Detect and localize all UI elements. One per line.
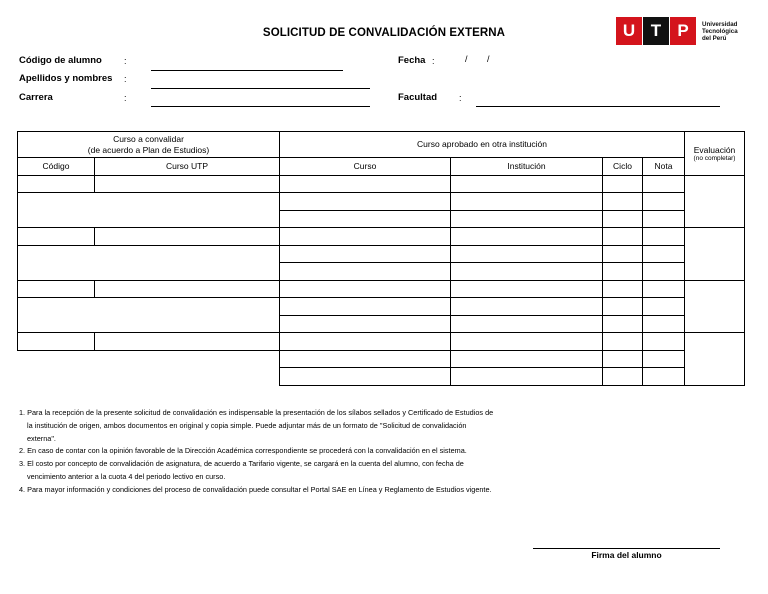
codigo-cell[interactable] xyxy=(18,228,95,246)
evaluacion-title: Evaluación xyxy=(693,144,736,155)
date-slash: / xyxy=(487,54,490,64)
note-1-cont: la institución de origen, ambos documentos en original y copia simple. Puede adjuntar más de un formato de "Solicitud de convalidación xyxy=(27,420,467,430)
apellidos-field[interactable] xyxy=(151,88,370,89)
note-4: 4. Para mayor información y condiciones del proceso de convalidación puede consultar el Portal SAE en Línea y Reglamento de Estudios vigente. xyxy=(19,484,492,494)
facultad-field[interactable] xyxy=(476,106,720,107)
document-title: SOLICITUD DE CONVALIDACIÓN EXTERNA xyxy=(262,27,506,39)
logo-letter-u: U xyxy=(616,17,642,45)
codigo-label: Código de alumno xyxy=(19,55,102,66)
col-header-curso: Curso xyxy=(280,158,451,176)
nota-cell[interactable] xyxy=(643,263,685,281)
curso-utp-cell[interactable] xyxy=(95,228,280,246)
curso-cell[interactable] xyxy=(280,298,451,316)
curso-cell[interactable] xyxy=(280,263,451,281)
curso-convalidar-header xyxy=(18,132,280,158)
signature-label: Firma del alumno xyxy=(591,550,662,560)
carrera-label: Carrera xyxy=(19,92,53,103)
nota-cell[interactable] xyxy=(643,193,685,211)
evaluacion-cell xyxy=(685,333,745,386)
nota-cell[interactable] xyxy=(643,315,685,333)
codigo-cell[interactable] xyxy=(18,280,95,298)
group1-title: Curso a convalidar xyxy=(113,133,184,144)
evaluacion-cell xyxy=(685,175,745,228)
blank-area xyxy=(18,193,280,228)
ciclo-cell[interactable] xyxy=(603,280,643,298)
logo-letter-p: P xyxy=(670,17,696,45)
institucion-cell[interactable] xyxy=(451,280,603,298)
blank-area xyxy=(18,298,280,333)
curso-cell[interactable] xyxy=(280,228,451,246)
codigo-cell[interactable] xyxy=(18,333,95,351)
institucion-cell[interactable] xyxy=(451,333,603,351)
nota-cell[interactable] xyxy=(643,210,685,228)
curso-cell[interactable] xyxy=(280,368,451,386)
ciclo-cell[interactable] xyxy=(603,193,643,211)
nota-cell[interactable] xyxy=(643,333,685,351)
ciclo-cell[interactable] xyxy=(603,175,643,193)
signature-line[interactable] xyxy=(533,548,720,549)
institucion-cell[interactable] xyxy=(451,228,603,246)
curso-cell[interactable] xyxy=(280,280,451,298)
curso-cell[interactable] xyxy=(280,333,451,351)
nota-cell[interactable] xyxy=(643,280,685,298)
col-header-ciclo: Ciclo xyxy=(603,158,643,176)
logo-text xyxy=(702,21,738,42)
curso-utp-cell[interactable] xyxy=(95,175,280,193)
institucion-cell[interactable] xyxy=(451,263,603,281)
col-header-institucion: Institución xyxy=(451,158,603,176)
nota-cell[interactable] xyxy=(643,175,685,193)
curso-cell[interactable] xyxy=(280,175,451,193)
curso-cell[interactable] xyxy=(280,210,451,228)
ciclo-cell[interactable] xyxy=(603,315,643,333)
logo-text-line: Tecnológica xyxy=(702,27,738,35)
codigo-cell[interactable] xyxy=(18,175,95,193)
codigo-colon: : xyxy=(124,56,127,66)
logo-text-line: Universidad xyxy=(702,20,738,28)
col-header-curso-utp: Curso UTP xyxy=(95,158,280,176)
apellidos-colon: : xyxy=(124,74,127,84)
carrera-field[interactable] xyxy=(151,106,370,107)
ciclo-cell[interactable] xyxy=(603,228,643,246)
nota-cell[interactable] xyxy=(643,350,685,368)
curso-utp-cell[interactable] xyxy=(95,333,280,351)
convalidation-table xyxy=(17,131,745,386)
institucion-cell[interactable] xyxy=(451,193,603,211)
utp-logo xyxy=(616,17,738,45)
ciclo-cell[interactable] xyxy=(603,350,643,368)
facultad-colon: : xyxy=(459,93,462,103)
facultad-label: Facultad xyxy=(398,92,438,103)
fecha-colon: : xyxy=(432,56,435,66)
notes-section xyxy=(19,407,619,497)
date-slash: / xyxy=(465,54,468,64)
institucion-cell[interactable] xyxy=(451,315,603,333)
fecha-label: Fecha xyxy=(398,55,426,66)
institucion-cell[interactable] xyxy=(451,245,603,263)
evaluacion-cell xyxy=(685,228,745,281)
nota-cell[interactable] xyxy=(643,228,685,246)
ciclo-cell[interactable] xyxy=(603,368,643,386)
blank-area xyxy=(18,245,280,280)
logo-text-line: del Perú xyxy=(702,34,727,42)
ciclo-cell[interactable] xyxy=(603,210,643,228)
evaluacion-subtitle: (no completar) xyxy=(693,154,736,162)
curso-utp-cell[interactable] xyxy=(95,280,280,298)
nota-cell[interactable] xyxy=(643,298,685,316)
note-1-cont: externa". xyxy=(27,433,56,443)
ciclo-cell[interactable] xyxy=(603,298,643,316)
col-header-nota: Nota xyxy=(643,158,685,176)
carrera-colon: : xyxy=(124,93,127,103)
institucion-cell[interactable] xyxy=(451,350,603,368)
nota-cell[interactable] xyxy=(643,245,685,263)
curso-cell[interactable] xyxy=(280,315,451,333)
note-1: 1. Para la recepción de la presente solicitud de convalidación es indispensable la presentación de los sílabos sellados y Certificado de Estudios de xyxy=(19,408,494,417)
ciclo-cell[interactable] xyxy=(603,263,643,281)
logo-letter-t: T xyxy=(643,17,669,45)
curso-cell[interactable] xyxy=(280,193,451,211)
ciclo-cell[interactable] xyxy=(603,333,643,351)
blank-area xyxy=(18,350,280,385)
institucion-cell[interactable] xyxy=(451,298,603,316)
apellidos-label: Apellidos y nombres xyxy=(19,73,113,84)
col-header-codigo: Código xyxy=(18,158,95,176)
group1-subtitle: (de acuerdo a Plan de Estudios) xyxy=(87,144,210,155)
note-3-cont: vencimiento anterior a la cuota 4 del periodo lectivo en curso. xyxy=(27,471,226,481)
institucion-cell[interactable] xyxy=(451,175,603,193)
institucion-cell[interactable] xyxy=(451,210,603,228)
nota-cell[interactable] xyxy=(643,368,685,386)
note-2: 2. En caso de contar con la opinión favorable de la Dirección Académica correspondiente se procederá con la convalidación en el sistema. xyxy=(19,446,467,456)
note-3: 3. El costo por concepto de convalidación de asignatura, de acuerdo a Tarifario vigente, se cargará en la cuenta del alumno, con fecha de xyxy=(19,459,464,469)
evaluacion-cell xyxy=(685,280,745,333)
ciclo-cell[interactable] xyxy=(603,245,643,263)
institucion-cell[interactable] xyxy=(451,368,603,386)
curso-cell[interactable] xyxy=(280,245,451,263)
curso-cell[interactable] xyxy=(280,350,451,368)
curso-aprobado-header: Curso aprobado en otra institución xyxy=(280,132,685,158)
codigo-field[interactable] xyxy=(151,70,343,71)
evaluacion-header xyxy=(685,132,745,176)
